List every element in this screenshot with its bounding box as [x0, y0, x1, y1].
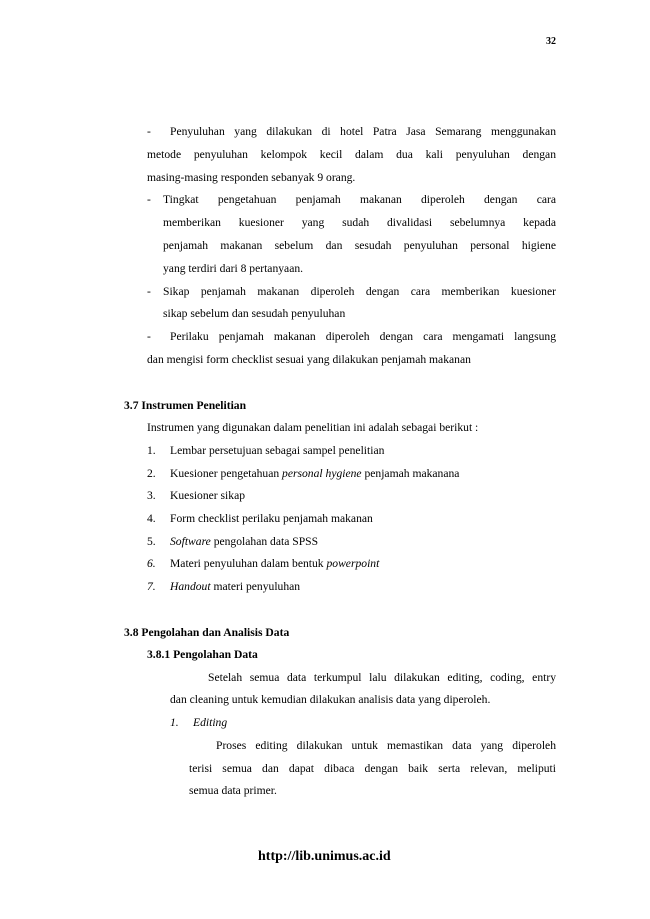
- list-number: 7.: [147, 580, 156, 593]
- bullet-3-line-2: sikap sebelum dan sesudah penyuluhan: [163, 307, 346, 320]
- list-item: [170, 580, 300, 593]
- paragraph-line: dan cleaning untuk kemudian dilakukan analisis data yang diperoleh.: [170, 693, 491, 706]
- sub-list-label: Editing: [193, 716, 228, 729]
- list-item-italic-text: Handout: [170, 580, 211, 593]
- list-item: Lembar persetujuan sebagai sampel penelitian: [170, 444, 385, 457]
- bullet-dash: -: [147, 193, 151, 206]
- list-item-text: penjamah makanana: [361, 467, 460, 480]
- section-3-7-intro: Instrumen yang digunakan dalam penelitian ini adalah sebagai berikut :: [147, 421, 479, 434]
- paragraph-line: Proses editing dilakukan untuk memastikan data yang diperoleh: [216, 739, 556, 752]
- bullet-2-line-4: yang terdiri dari 8 pertanyaan.: [163, 262, 304, 275]
- bullet-3-line-1: Sikap penjamah makanan diperoleh dengan cara memberikan kuesioner: [163, 285, 556, 298]
- section-heading-3-7: 3.7 Instrumen Penelitian: [124, 399, 247, 412]
- list-number: 4.: [147, 512, 156, 525]
- list-item-text: Materi penyuluhan dalam bentuk: [170, 557, 327, 570]
- list-number: 5.: [147, 535, 156, 548]
- bullet-1-line-3: masing-masing responden sebanyak 9 orang.: [147, 171, 356, 184]
- list-item: Form checklist perilaku penjamah makanan: [170, 512, 373, 525]
- list-item-italic-text: personal hygiene: [282, 467, 362, 480]
- bullet-1-line-1: Penyuluhan yang dilakukan di hotel Patra Jasa Semarang menggunakan: [170, 125, 556, 138]
- bullet-2-line-3: penjamah makanan sebelum dan sesudah penyuluhan personal higiene: [163, 239, 556, 252]
- bullet-2-line-2: memberikan kuesioner yang sudah divalidasi sebelumnya kepada: [163, 216, 556, 229]
- list-item: [170, 557, 379, 570]
- sub-list-number: 1.: [170, 716, 179, 729]
- list-item-text: pengolahan data SPSS: [210, 535, 319, 548]
- list-item: [170, 467, 459, 480]
- bullet-4-line-2: dan mengisi form checklist sesuai yang dilakukan penjamah makanan: [147, 353, 471, 366]
- paragraph-line: Setelah semua data terkumpul lalu dilakukan editing, coding, entry: [208, 671, 556, 684]
- list-number: 6.: [147, 557, 156, 570]
- subsection-heading-3-8-1: 3.8.1 Pengolahan Data: [147, 648, 258, 661]
- bullet-1-line-2: metode penyuluhan kelompok kecil dalam dua kali penyuluhan dengan: [147, 148, 556, 161]
- bullet-4-line-1: Perilaku penjamah makanan diperoleh dengan cara mengamati langsung: [170, 330, 556, 343]
- paragraph-line: terisi semua dan dapat dibaca dengan baik serta relevan, meliputi: [189, 762, 556, 775]
- list-item-italic-text: powerpoint: [326, 557, 380, 570]
- footer-url: http://lib.unimus.ac.id: [258, 849, 391, 864]
- bullet-dash: -: [147, 285, 151, 298]
- page-number: 32: [546, 36, 556, 47]
- bullet-dash: -: [147, 125, 151, 138]
- list-number: 2.: [147, 467, 156, 480]
- list-item-text: Kuesioner pengetahuan: [170, 467, 283, 480]
- list-number: 1.: [147, 444, 156, 457]
- section-heading-3-8: 3.8 Pengolahan dan Analisis Data: [124, 626, 290, 639]
- list-number: 3.: [147, 489, 156, 502]
- list-item: [170, 535, 318, 548]
- bullet-dash: -: [147, 330, 151, 343]
- paragraph-line: semua data primer.: [189, 784, 277, 797]
- bullet-2-line-1: Tingkat pengetahuan penjamah makanan diperoleh dengan cara: [163, 193, 556, 206]
- list-item-text: materi penyuluhan: [210, 580, 301, 593]
- list-item: Kuesioner sikap: [170, 489, 246, 502]
- list-item-italic-text: Software: [170, 535, 211, 548]
